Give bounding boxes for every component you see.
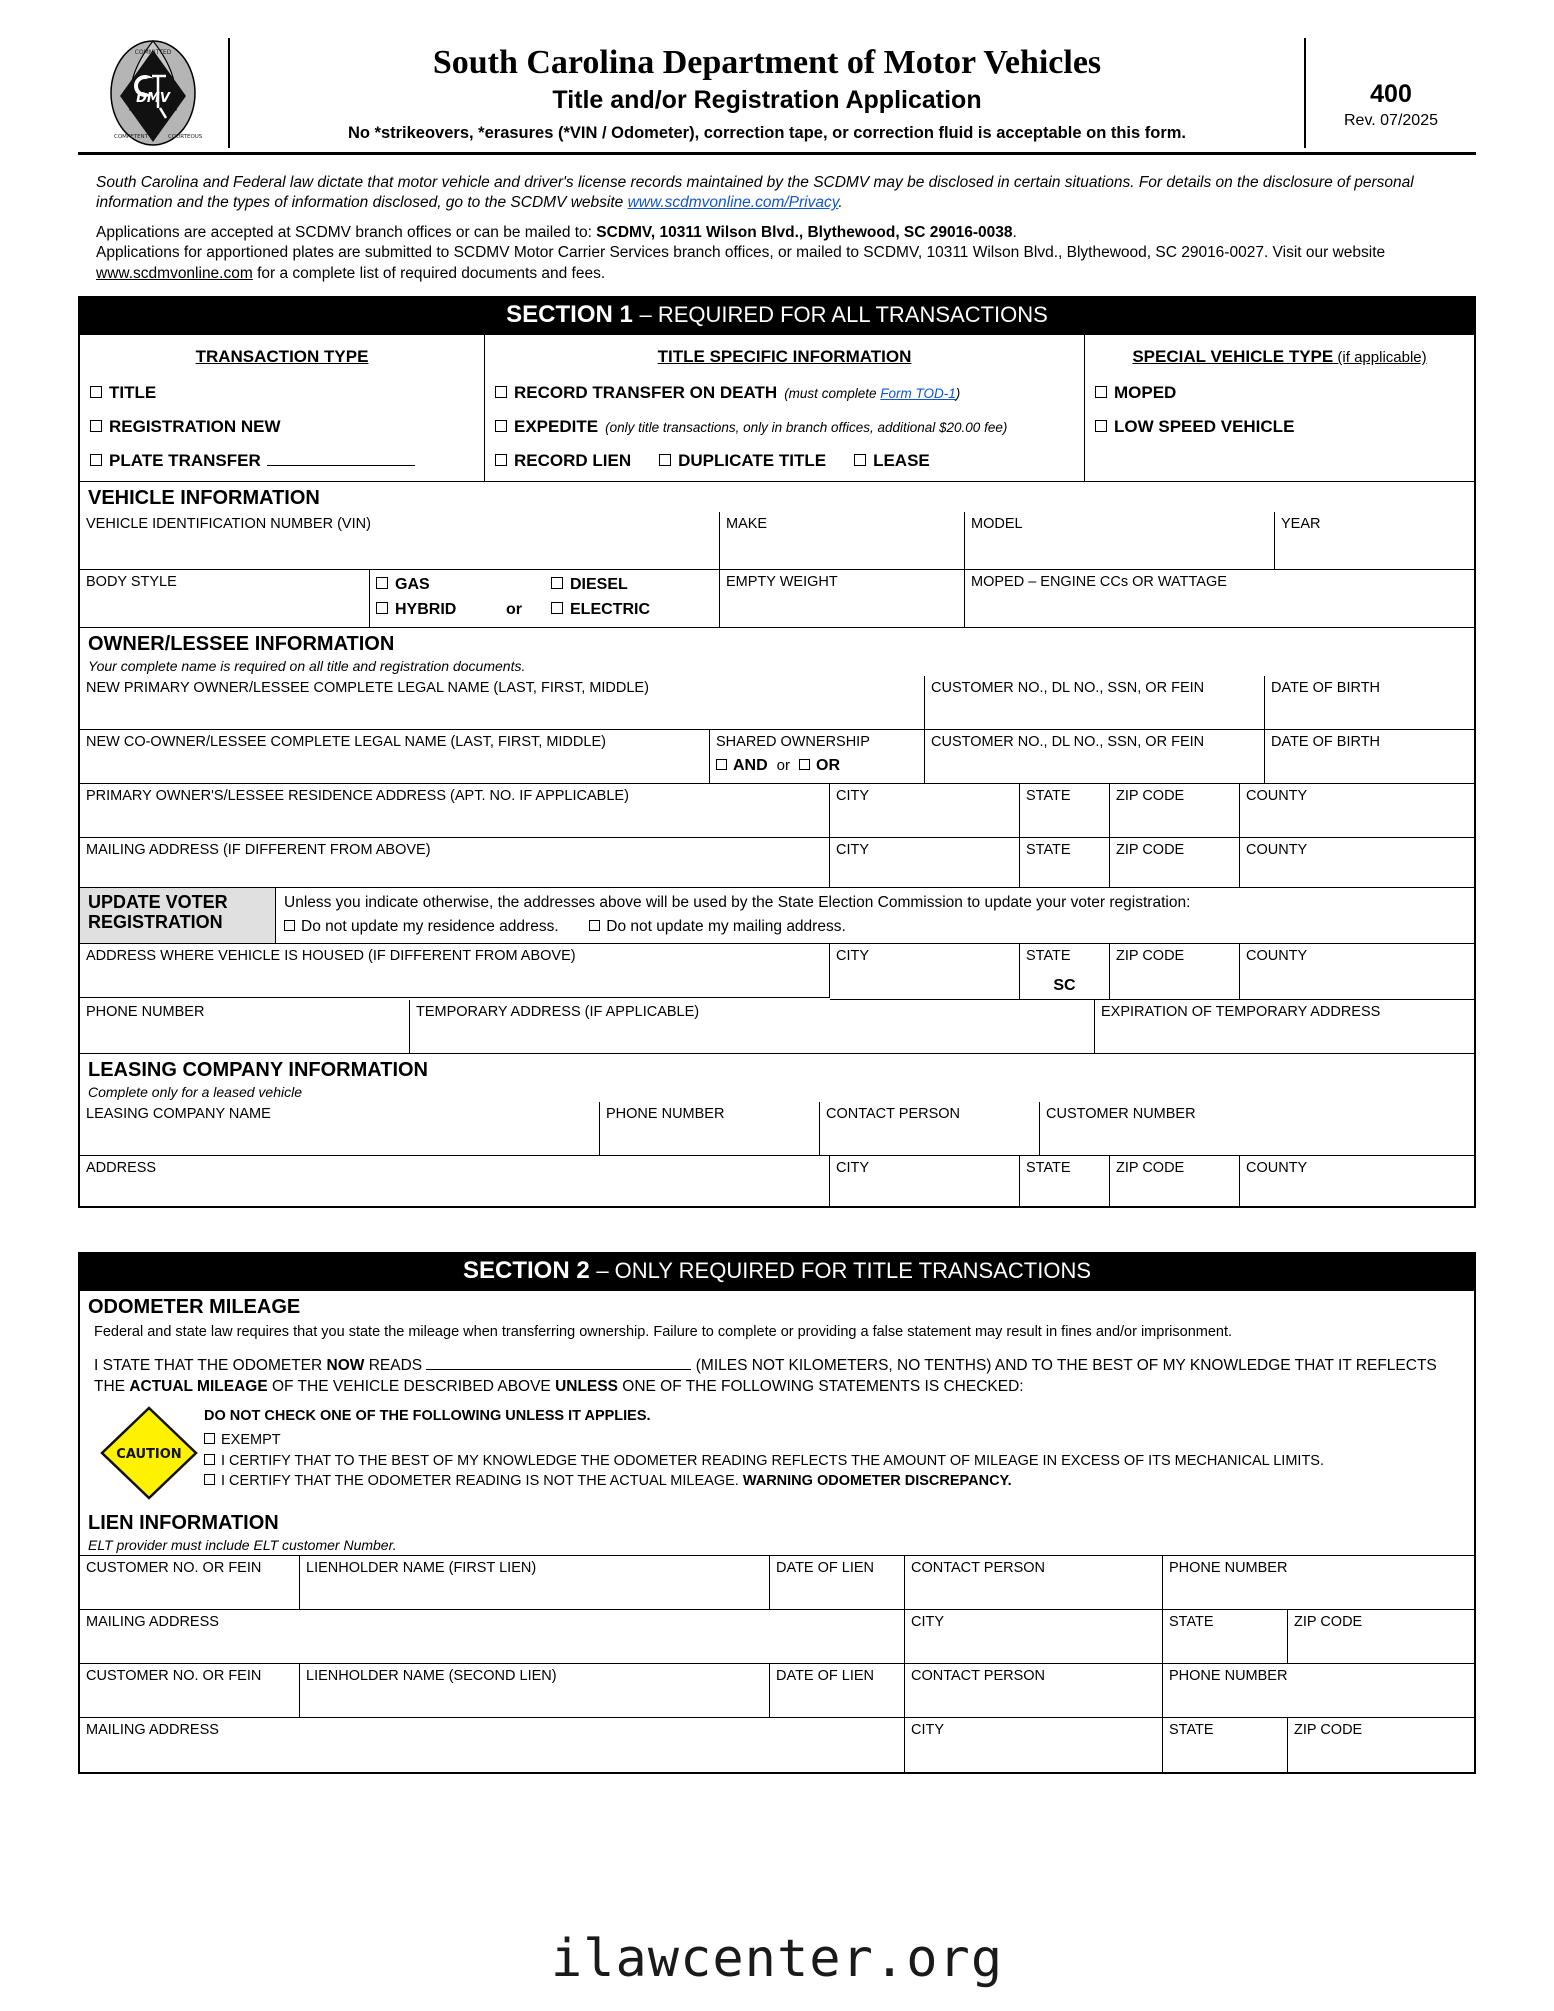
vehicle-information-heading: VEHICLE INFORMATION: [88, 487, 320, 510]
housed-state-value: SC: [1053, 976, 1076, 994]
odometer-actual-mileage-word: ACTUAL MILEAGE: [129, 1377, 268, 1395]
odometer-miles-note: (MILES NOT KILOMETERS, NO TENTHS) AND TO THE BEST OF MY KNOWLEDGE THAT IT REFLECTS THE: [94, 1356, 1437, 1395]
odometer-reads-word: READS: [364, 1356, 423, 1374]
checkbox-icon[interactable]: [1095, 420, 1107, 432]
mailing-paragraph: [96, 223, 1458, 243]
housed-state-field[interactable]: [1020, 944, 1110, 1000]
section-2-banner: [78, 1252, 1476, 1291]
fuel-or-word: or: [506, 601, 522, 619]
voter-tag-line-2: REGISTRATION: [88, 912, 223, 933]
lien-row-second: [80, 1664, 1474, 1718]
mailing-zip-field[interactable]: [1110, 838, 1240, 888]
title-specific-row-3: [495, 451, 1074, 471]
owner-row-mailing: [80, 838, 1474, 888]
second-lien-contact-field[interactable]: [905, 1664, 1163, 1718]
city-label: CITY: [836, 1159, 870, 1176]
residence-address-field[interactable]: [80, 784, 830, 838]
mailing-city-field[interactable]: [830, 838, 1020, 888]
leasing-county-field[interactable]: [1240, 1156, 1474, 1206]
housed-county-field[interactable]: [1240, 944, 1474, 1000]
form-header: [78, 38, 1476, 155]
second-lien-zip-field[interactable]: [1288, 1718, 1474, 1772]
special-vehicle-column: [1085, 335, 1474, 481]
second-lien-city-field[interactable]: [905, 1718, 1163, 1772]
mailing-address-label: MAILING ADDRESS: [86, 1614, 219, 1631]
checkbox-gas[interactable]: [376, 576, 551, 594]
owner-row-coowner: [80, 730, 1474, 784]
voter-registration-body: [276, 888, 1474, 943]
odometer-federal-note: Federal and state law requires that you state the mileage when transferring ownership. Failure to complete or providing a false statement may result in fines and/or imprisonment.: [94, 1323, 1233, 1340]
phone-temp-address-row: [80, 1000, 1474, 1054]
state-label: STATE: [1026, 1159, 1071, 1176]
phone-label: PHONE NUMBER: [86, 1003, 205, 1020]
second-lien-customer-no-field[interactable]: [80, 1664, 300, 1718]
phone-label: PHONE NUMBER: [1169, 1668, 1288, 1685]
coowner-name-label: NEW CO-OWNER/LESSEE COMPLETE LEGAL NAME (LAST, FIRST, MIDDLE): [86, 734, 606, 751]
mailing-address: SCDMV, 10311 Wilson Blvd., Blythewood, SC 29016-0038: [596, 223, 1013, 241]
checkbox-no-update-residence[interactable]: [284, 918, 559, 935]
section-1-body: [78, 335, 1476, 1208]
lien-information-heading: LIEN INFORMATION: [88, 1512, 279, 1535]
expedite-note: (only title transactions, only in branch offices, additional $20.00 fee): [605, 420, 1008, 436]
special-vehicle-title: SPECIAL VEHICLE TYPE (if applicable): [1132, 347, 1427, 367]
caution-sign: [94, 1405, 204, 1501]
coowner-customer-no-field[interactable]: [925, 730, 1265, 784]
checkbox-icon[interactable]: [854, 454, 866, 466]
city-label: CITY: [836, 788, 870, 805]
odometer-caution-block: [80, 1397, 1474, 1507]
lien-information-subheading: ELT provider must include ELT customer Number.: [88, 1537, 397, 1554]
privacy-paragraph: [96, 173, 1458, 214]
form-revision: Rev. 07/2025: [1344, 112, 1438, 129]
svg-text:COMMITTED: COMMITTED: [134, 49, 172, 56]
checkbox-icon[interactable]: [495, 420, 507, 432]
leasing-state-field[interactable]: [1020, 1156, 1110, 1206]
lienholder-name-label: LIENHOLDER NAME (SECOND LIEN): [306, 1668, 557, 1685]
phone-label: PHONE NUMBER: [606, 1105, 725, 1122]
date-of-lien-label: DATE OF LIEN: [776, 1668, 875, 1685]
housed-address-row: [80, 944, 1474, 1000]
agency-title: South Carolina Department of Motor Vehicles: [432, 44, 1102, 81]
odometer-statement-post: OF THE VEHICLE DESCRIBED ABOVE: [267, 1377, 556, 1395]
customer-no-label: CUSTOMER NO., DL NO., SSN, OR FEIN: [931, 734, 1205, 751]
leasing-address-field[interactable]: [80, 1156, 830, 1206]
transaction-type-column: [80, 335, 485, 481]
privacy-text: South Carolina and Federal law dictate that motor vehicle and driver's license records maintained by the SCDMV may be disclosed in certain situations. For details on the disclosure of personal information and the types of information disclosed, go to the SCDMV website: [96, 174, 1414, 212]
checkbox-label: REGISTRATION NEW: [109, 417, 281, 437]
phone-label: PHONE NUMBER: [1169, 1560, 1288, 1577]
city-label: CITY: [836, 948, 870, 965]
checkbox-label: I CERTIFY THAT TO THE BEST OF MY KNOWLEDGE THE ODOMETER READING REFLECTS THE AMOUNT OF MILEAGE IN EXCESS OF ITS MECHANICAL LIMITS.: [221, 1452, 1324, 1469]
residence-county-field[interactable]: [1240, 784, 1474, 838]
zip-label: ZIP CODE: [1294, 1614, 1363, 1631]
voter-registration-block: [80, 888, 1474, 944]
first-lien-city-field[interactable]: [905, 1610, 1163, 1664]
make-label: MAKE: [726, 516, 768, 533]
checkbox-icon[interactable]: [495, 386, 507, 398]
temp-expiration-field[interactable]: [1095, 1000, 1474, 1054]
voter-tag-line-1: UPDATE VOTER: [88, 892, 228, 913]
date-of-lien-label: DATE OF LIEN: [776, 1560, 875, 1577]
owner-row-primary: [80, 676, 1474, 730]
first-lien-phone-field[interactable]: [1163, 1556, 1474, 1610]
coowner-name-field[interactable]: [80, 730, 710, 784]
body-style-field[interactable]: [80, 570, 370, 628]
checkbox-icon[interactable]: [551, 602, 563, 614]
checkbox-icon[interactable]: [204, 1474, 215, 1485]
mailing-address-label: MAILING ADDRESS: [86, 1722, 219, 1739]
section-2-title: SECTION 2: [462, 1256, 597, 1284]
checkbox-lease-label: LEASE: [873, 451, 930, 471]
section-1-subtitle: – REQUIRED FOR ALL TRANSACTIONS: [639, 302, 1048, 328]
zip-label: ZIP CODE: [1116, 788, 1185, 805]
customer-number-label: CUSTOMER NUMBER: [1046, 1105, 1196, 1122]
primary-owner-name-label: NEW PRIMARY OWNER/LESSEE COMPLETE LEGAL NAME (LAST, FIRST, MIDDLE): [86, 680, 649, 697]
lien-row-first: [80, 1556, 1474, 1610]
svg-text:COURTEOUS: COURTEOUS: [168, 134, 203, 140]
leasing-row-1: [80, 1102, 1474, 1156]
mailing-state-field[interactable]: [1020, 838, 1110, 888]
lien-row-first-mailing: [80, 1610, 1474, 1664]
checkbox-label: TITLE: [109, 383, 157, 403]
checkbox-label: LOW SPEED VEHICLE: [1114, 417, 1295, 437]
section-1-banner: [78, 296, 1476, 335]
checkbox-icon[interactable]: [376, 602, 388, 614]
temporary-address-label: TEMPORARY ADDRESS (IF APPLICABLE): [416, 1003, 700, 1020]
intro-text: [78, 155, 1476, 284]
transaction-columns: [80, 335, 1474, 482]
lien-row-second-mailing: [80, 1718, 1474, 1772]
second-lien-name-field[interactable]: [300, 1664, 770, 1718]
odometer-now-word: NOW: [326, 1356, 365, 1374]
leasing-company-name-field[interactable]: [80, 1102, 600, 1156]
shared-ownership-label: SHARED OWNERSHIP: [716, 734, 870, 751]
checkbox-label: Do not update my residence address.: [301, 918, 559, 936]
checkbox-icon[interactable]: [376, 577, 388, 589]
first-lien-customer-no-field[interactable]: [80, 1556, 300, 1610]
first-lien-date-field[interactable]: [770, 1556, 905, 1610]
odometer-unless-word: UNLESS: [555, 1377, 618, 1395]
odometer-heading: ODOMETER MILEAGE: [88, 1295, 301, 1318]
empty-weight-label: EMPTY WEIGHT: [726, 574, 838, 591]
housed-city-field[interactable]: [830, 944, 1020, 1000]
odometer-statement: [80, 1342, 1474, 1398]
header-titles: [228, 38, 1306, 148]
county-label: COUNTY: [1246, 1159, 1308, 1176]
odometer-options: [204, 1405, 1460, 1501]
dob-label: DATE OF BIRTH: [1271, 734, 1381, 751]
state-label: STATE: [1169, 1614, 1214, 1631]
privacy-period: .: [838, 194, 843, 212]
checkbox-icon[interactable]: [799, 759, 810, 770]
mailing-prefix: Applications are accepted at SCDMV branch offices or can be mailed to:: [96, 223, 597, 241]
form-title: Title and/or Registration Application: [552, 86, 982, 115]
state-label: STATE: [1026, 948, 1071, 965]
address-label: ADDRESS: [86, 1159, 157, 1176]
checkbox-icon[interactable]: [716, 759, 727, 770]
vehicle-row-2: [80, 570, 1474, 628]
make-field[interactable]: [720, 512, 965, 570]
apportioned-paragraph: [96, 243, 1458, 284]
checkbox-moped[interactable]: [1095, 383, 1464, 403]
vin-label: VEHICLE IDENTIFICATION NUMBER (VIN): [86, 516, 371, 533]
checkbox-icon[interactable]: [90, 386, 102, 398]
lienholder-name-label: LIENHOLDER NAME (FIRST LIEN): [306, 1560, 537, 1577]
checkbox-icon[interactable]: [495, 454, 507, 466]
housed-address-field[interactable]: [80, 944, 830, 998]
checkbox-label: PLATE TRANSFER: [109, 451, 261, 471]
moped-cc-field[interactable]: [965, 570, 1474, 628]
odometer-statement-end: ONE OF THE FOLLOWING STATEMENTS IS CHECKED:: [617, 1377, 1024, 1395]
odometer-discrepancy-warning: WARNING ODOMETER DISCREPANCY.: [742, 1473, 1012, 1490]
plate-transfer-input[interactable]: [267, 465, 415, 466]
primary-dob-field[interactable]: [1265, 676, 1474, 730]
checkbox-icon[interactable]: [204, 1454, 215, 1465]
mailing-county-field[interactable]: [1240, 838, 1474, 888]
svg-text:DMV: DMV: [136, 91, 170, 106]
housed-zip-field[interactable]: [1110, 944, 1240, 1000]
title-specific-column: [485, 335, 1085, 481]
odometer-statement-pre: I STATE THAT THE ODOMETER: [94, 1356, 327, 1374]
apportioned-suffix: for a complete list of required documents and fees.: [252, 264, 606, 282]
city-label: CITY: [911, 1722, 945, 1739]
leasing-company-heading: LEASING COMPANY INFORMATION: [88, 1058, 428, 1081]
checkbox-low-speed-vehicle[interactable]: [1095, 417, 1464, 437]
checkbox-registration-new[interactable]: [90, 417, 474, 437]
first-lien-name-field[interactable]: [300, 1556, 770, 1610]
leasing-company-subheading: Complete only for a leased vehicle: [88, 1083, 303, 1100]
form-number-block: [1306, 38, 1476, 148]
vehicle-row-1: [80, 512, 1474, 570]
vin-field[interactable]: [80, 512, 720, 570]
site-watermark: ilawcenter.org: [550, 1929, 1004, 1989]
primary-owner-name-field[interactable]: [80, 676, 925, 730]
checkbox-electric[interactable]: [551, 601, 650, 619]
second-lien-date-field[interactable]: [770, 1664, 905, 1718]
checkbox-icon[interactable]: [90, 420, 102, 432]
temporary-address-field[interactable]: [410, 1000, 1095, 1054]
county-label: COUNTY: [1246, 842, 1308, 859]
housed-address-label: ADDRESS WHERE VEHICLE IS HOUSED (IF DIFFERENT FROM ABOVE): [86, 948, 576, 965]
residence-address-label: PRIMARY OWNER'S/LESSEE RESIDENCE ADDRESS (APT. NO. IF APPLICABLE): [86, 788, 629, 805]
voter-registration-text: Unless you indicate otherwise, the addresses above will be used by the State Election Commission to update your voter registration:: [284, 894, 1191, 912]
lien-table: [80, 1555, 1474, 1772]
contact-label: CONTACT PERSON: [911, 1668, 1046, 1685]
section-1-title: SECTION 1: [506, 301, 640, 329]
state-label: STATE: [1169, 1722, 1214, 1739]
voter-registration-tag: [80, 888, 276, 943]
second-lien-state-field[interactable]: [1163, 1718, 1288, 1772]
checkbox-icon[interactable]: [204, 1433, 215, 1444]
zip-label: ZIP CODE: [1294, 1722, 1363, 1739]
moped-cc-label: MOPED – ENGINE CCs OR WATTAGE: [971, 574, 1227, 591]
checkbox-diesel[interactable]: [551, 576, 628, 594]
customer-no-label: CUSTOMER NO. OR FEIN: [86, 1668, 262, 1685]
apportioned-prefix: Applications for apportioned plates are submitted to SCDMV Motor Carrier Services branch offices, or mailed to SCDMV, 10311 Wilson Blvd., Blythewood, SC 29016-0027. Visit our website: [96, 244, 1386, 262]
form-tod-1-link[interactable]: Form TOD-1: [880, 386, 956, 402]
checkbox-icon[interactable]: [659, 454, 671, 466]
primary-customer-no-field[interactable]: [925, 676, 1265, 730]
first-lien-contact-field[interactable]: [905, 1556, 1163, 1610]
checkbox-record-lien-label: RECORD LIEN: [514, 451, 632, 471]
owner-information-heading: OWNER/LESSEE INFORMATION: [88, 633, 395, 656]
checkbox-icon[interactable]: [90, 454, 102, 466]
checkbox-label: MOPED: [1114, 383, 1177, 403]
residence-city-field[interactable]: [830, 784, 1020, 838]
do-not-check-note: DO NOT CHECK ONE OF THE FOLLOWING UNLESS IT APPLIES.: [204, 1408, 651, 1425]
empty-weight-field[interactable]: [720, 570, 965, 628]
customer-no-label: CUSTOMER NO. OR FEIN: [86, 1560, 262, 1577]
zip-label: ZIP CODE: [1116, 842, 1185, 859]
leasing-company-name-label: LEASING COMPANY NAME: [86, 1105, 271, 1122]
owner-row-residence: [80, 784, 1474, 838]
checkbox-label: DIESEL: [570, 576, 628, 594]
first-lien-zip-field[interactable]: [1288, 1610, 1474, 1664]
mailing-address-field[interactable]: [80, 838, 830, 888]
title-specific-title: TITLE SPECIFIC INFORMATION: [657, 347, 912, 367]
checkbox-label: GAS: [395, 576, 430, 594]
checkbox-label: HYBRID: [395, 601, 457, 619]
checkbox-excess-mechanical-limits[interactable]: [204, 1452, 1460, 1472]
zip-label: ZIP CODE: [1116, 948, 1185, 965]
checkbox-exempt[interactable]: [204, 1431, 1460, 1451]
transaction-type-title: TRANSACTION TYPE: [195, 347, 369, 367]
shared-ownership-field: [710, 730, 925, 784]
owner-information-subheading: Your complete name is required on all title and registration documents.: [88, 658, 526, 675]
palmetto-logo-icon: [88, 38, 218, 148]
shared-or-word: or: [776, 756, 791, 774]
mailing-address-label: MAILING ADDRESS (IF DIFFERENT FROM ABOVE): [86, 842, 431, 859]
body-style-label: BODY STYLE: [86, 574, 177, 591]
phone-number-field[interactable]: [80, 1000, 410, 1054]
checkbox-shared-and[interactable]: [716, 757, 768, 775]
checkbox-icon[interactable]: [1095, 386, 1107, 398]
checkbox-plate-transfer[interactable]: [90, 451, 474, 471]
checkbox-shared-or[interactable]: [799, 757, 840, 775]
checkbox-not-actual-mileage[interactable]: [204, 1472, 1460, 1492]
leasing-city-field[interactable]: [830, 1156, 1020, 1206]
first-lien-state-field[interactable]: [1163, 1610, 1288, 1664]
city-label: CITY: [836, 842, 870, 859]
model-field[interactable]: [965, 512, 1275, 570]
section-2-subtitle: – ONLY REQUIRED FOR TITLE TRANSACTIONS: [596, 1257, 1092, 1283]
leasing-customer-number-field[interactable]: [1040, 1102, 1474, 1156]
checkbox-hybrid[interactable]: [376, 601, 506, 619]
temp-expiration-label: EXPIRATION OF TEMPORARY ADDRESS: [1101, 1003, 1381, 1020]
second-lien-mailing-field[interactable]: [80, 1718, 905, 1772]
checkbox-label: EXPEDITE: [514, 417, 599, 437]
residence-zip-field[interactable]: [1110, 784, 1240, 838]
contact-label: CONTACT PERSON: [826, 1105, 961, 1122]
checkbox-label: ELECTRIC: [570, 601, 650, 619]
checkbox-duplicate-title-label: DUPLICATE TITLE: [678, 451, 827, 471]
contact-label: CONTACT PERSON: [911, 1560, 1046, 1577]
checkbox-icon[interactable]: [284, 920, 295, 931]
form-warning-note: No *strikeovers, *erasures (*VIN / Odometer), correction tape, or correction fluid is acceptable on this form.: [347, 123, 1187, 142]
residence-state-field[interactable]: [1020, 784, 1110, 838]
privacy-link[interactable]: www.scdmvonline.com/Privacy: [627, 194, 839, 212]
tod-note: (must complete Form TOD-1): [784, 386, 961, 402]
mailing-period: .: [1012, 223, 1017, 241]
checkbox-label: EXEMPT: [221, 1432, 281, 1449]
customer-no-label: CUSTOMER NO., DL NO., SSN, OR FEIN: [931, 680, 1205, 697]
checkbox-label: Do not update my mailing address.: [606, 918, 846, 936]
scdmv-logo: [78, 38, 228, 148]
leasing-phone-field[interactable]: [600, 1102, 820, 1156]
model-label: MODEL: [971, 516, 1023, 533]
odometer-reading-input[interactable]: [426, 1369, 691, 1370]
section-2-body: [78, 1291, 1476, 1775]
leasing-zip-field[interactable]: [1110, 1156, 1240, 1206]
checkbox-label: AND: [733, 756, 768, 774]
checkbox-title[interactable]: [90, 383, 474, 403]
checkbox-icon[interactable]: [551, 577, 563, 589]
checkbox-label: I CERTIFY THAT THE ODOMETER READING IS NOT THE ACTUAL MILEAGE. WARNING ODOMETER DISCREPANCY.: [221, 1473, 1012, 1490]
checkbox-icon[interactable]: [589, 920, 600, 931]
fuel-type-group: [370, 570, 720, 628]
county-label: COUNTY: [1246, 788, 1308, 805]
first-lien-mailing-field[interactable]: [80, 1610, 905, 1664]
zip-label: ZIP CODE: [1116, 1159, 1185, 1176]
second-lien-phone-field[interactable]: [1163, 1664, 1474, 1718]
county-label: COUNTY: [1246, 948, 1308, 965]
coowner-dob-field[interactable]: [1265, 730, 1474, 784]
checkbox-label: OR: [816, 756, 841, 774]
checkbox-no-update-mailing[interactable]: [589, 918, 846, 935]
form-number: 400: [1370, 80, 1412, 108]
caution-diamond-icon: [99, 1405, 199, 1501]
checkbox-expedite[interactable]: [495, 417, 1074, 437]
leasing-contact-field[interactable]: [820, 1102, 1040, 1156]
svg-text:COMPETENT: COMPETENT: [114, 134, 149, 140]
year-field[interactable]: [1275, 512, 1474, 570]
leasing-row-2: [80, 1156, 1474, 1206]
checkbox-record-transfer-on-death[interactable]: [495, 383, 1074, 403]
svg-text:CAUTION: CAUTION: [116, 1447, 182, 1463]
state-label: STATE: [1026, 788, 1071, 805]
year-label: YEAR: [1281, 516, 1321, 533]
scdmv-website-link[interactable]: www.scdmvonline.com: [96, 264, 253, 282]
state-label: STATE: [1026, 842, 1071, 859]
dob-label: DATE OF BIRTH: [1271, 680, 1381, 697]
city-label: CITY: [911, 1614, 945, 1631]
checkbox-label: RECORD TRANSFER ON DEATH: [514, 383, 778, 403]
